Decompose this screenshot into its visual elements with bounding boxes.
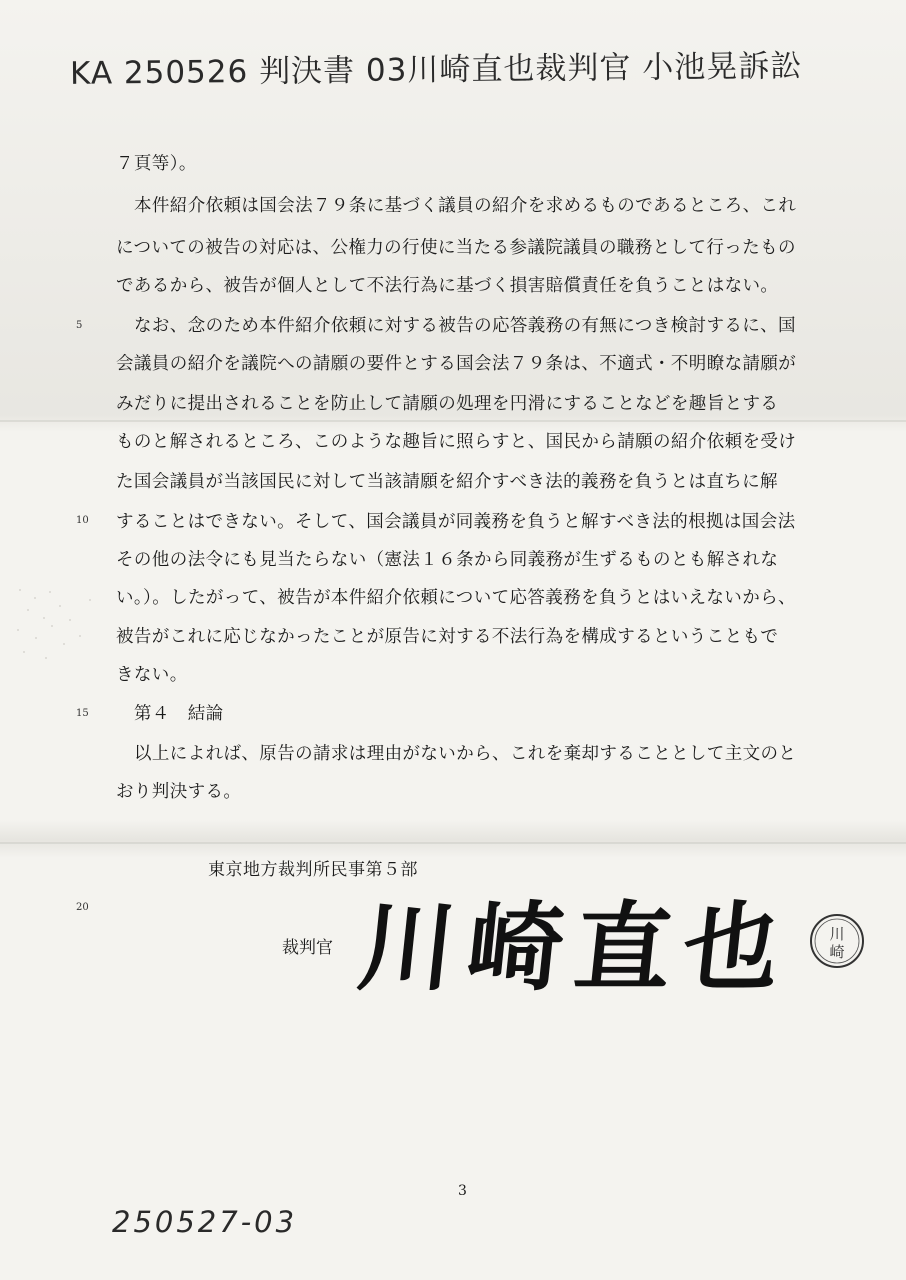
judge-signature: 川崎直也: [353, 891, 798, 1004]
judge-title: 裁判官: [282, 938, 333, 958]
body-line: であるから、被告が個人として不法行為に基づく損害賠償責任を負うことはない。: [116, 276, 779, 296]
seal-stamp-icon: [808, 912, 866, 970]
body-line: 被告がこれに応じなかったことが原告に対する不法行為を構成するということもで: [116, 627, 779, 647]
handwritten-header-note: KA 250526 判決書 03川崎直也裁判官 小池晃訴訟: [69, 48, 803, 92]
body-line: みだりに提出されることを防止して請願の処理を円滑にすることなどを趣旨とする: [116, 394, 779, 414]
line-number: 10: [76, 515, 89, 526]
fold-line: [0, 420, 906, 422]
body-line: 以上によれば、原告の請求は理由がないから、これを棄却することとして主文のと: [134, 744, 797, 764]
body-line: についての被告の対応は、公権力の行使に当たる参議院議員の職務として行ったもの: [116, 238, 796, 258]
court-name: 東京地方裁判所民事第５部: [208, 860, 418, 880]
body-line: ものと解されるところ、このような趣旨に照らすと、国民から請願の紹介依頼を受け: [116, 432, 797, 452]
body-line: た国会議員が当該国民に対して当該請願を紹介すべき法的義務を負うとは直ちに解: [116, 472, 778, 492]
fold-line: [0, 842, 906, 844]
handwritten-footer-note: 250527-03: [112, 1205, 298, 1239]
body-line: 会議員の紹介を議院への請願の要件とする国会法７９条は、不適式・不明瞭な請願が: [116, 354, 797, 374]
body-line: なお、念のため本件紹介依頼に対する被告の応答義務の有無につき検討するに、国: [134, 316, 796, 336]
body-line: おり判決する。: [116, 782, 242, 802]
line-number: 15: [76, 708, 89, 719]
body-line: することはできない。そして、国会議員が同義務を負うと解すべき法的根拠は国会法: [116, 512, 796, 532]
body-line: その他の法令にも見当たらない（憲法１６条から同義務が生ずるものとも解されな: [116, 550, 779, 570]
line-number: 5: [76, 320, 83, 331]
body-line: ７頁等）。: [116, 154, 197, 174]
svg-text:崎: 崎: [829, 943, 845, 961]
svg-text:川: 川: [829, 925, 845, 943]
section-heading: 第４ 結論: [134, 704, 224, 724]
body-line: 本件紹介依頼は国会法７９条に基づく議員の紹介を求めるものであるところ、これ: [134, 196, 797, 216]
paper-texture: [0, 580, 120, 670]
page-number: 3: [458, 1183, 467, 1199]
body-line: きない。: [116, 665, 188, 685]
line-number: 20: [76, 902, 89, 913]
body-line: い。）。したがって、被告が本件紹介依頼について応答義務を負うとはいえないから、: [116, 588, 796, 608]
